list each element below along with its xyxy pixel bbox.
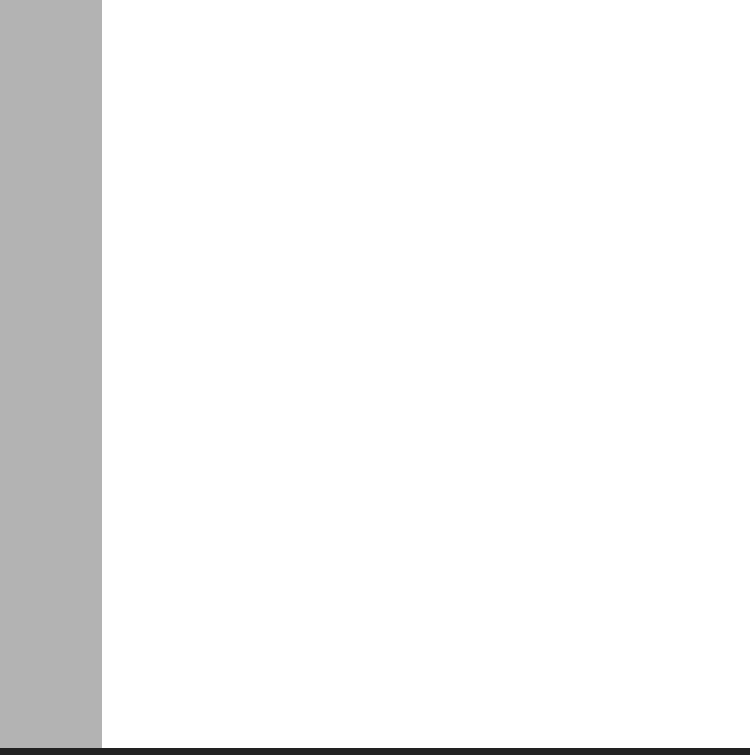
size-cell	[0, 0, 102, 748]
bottom-border	[0, 748, 750, 755]
